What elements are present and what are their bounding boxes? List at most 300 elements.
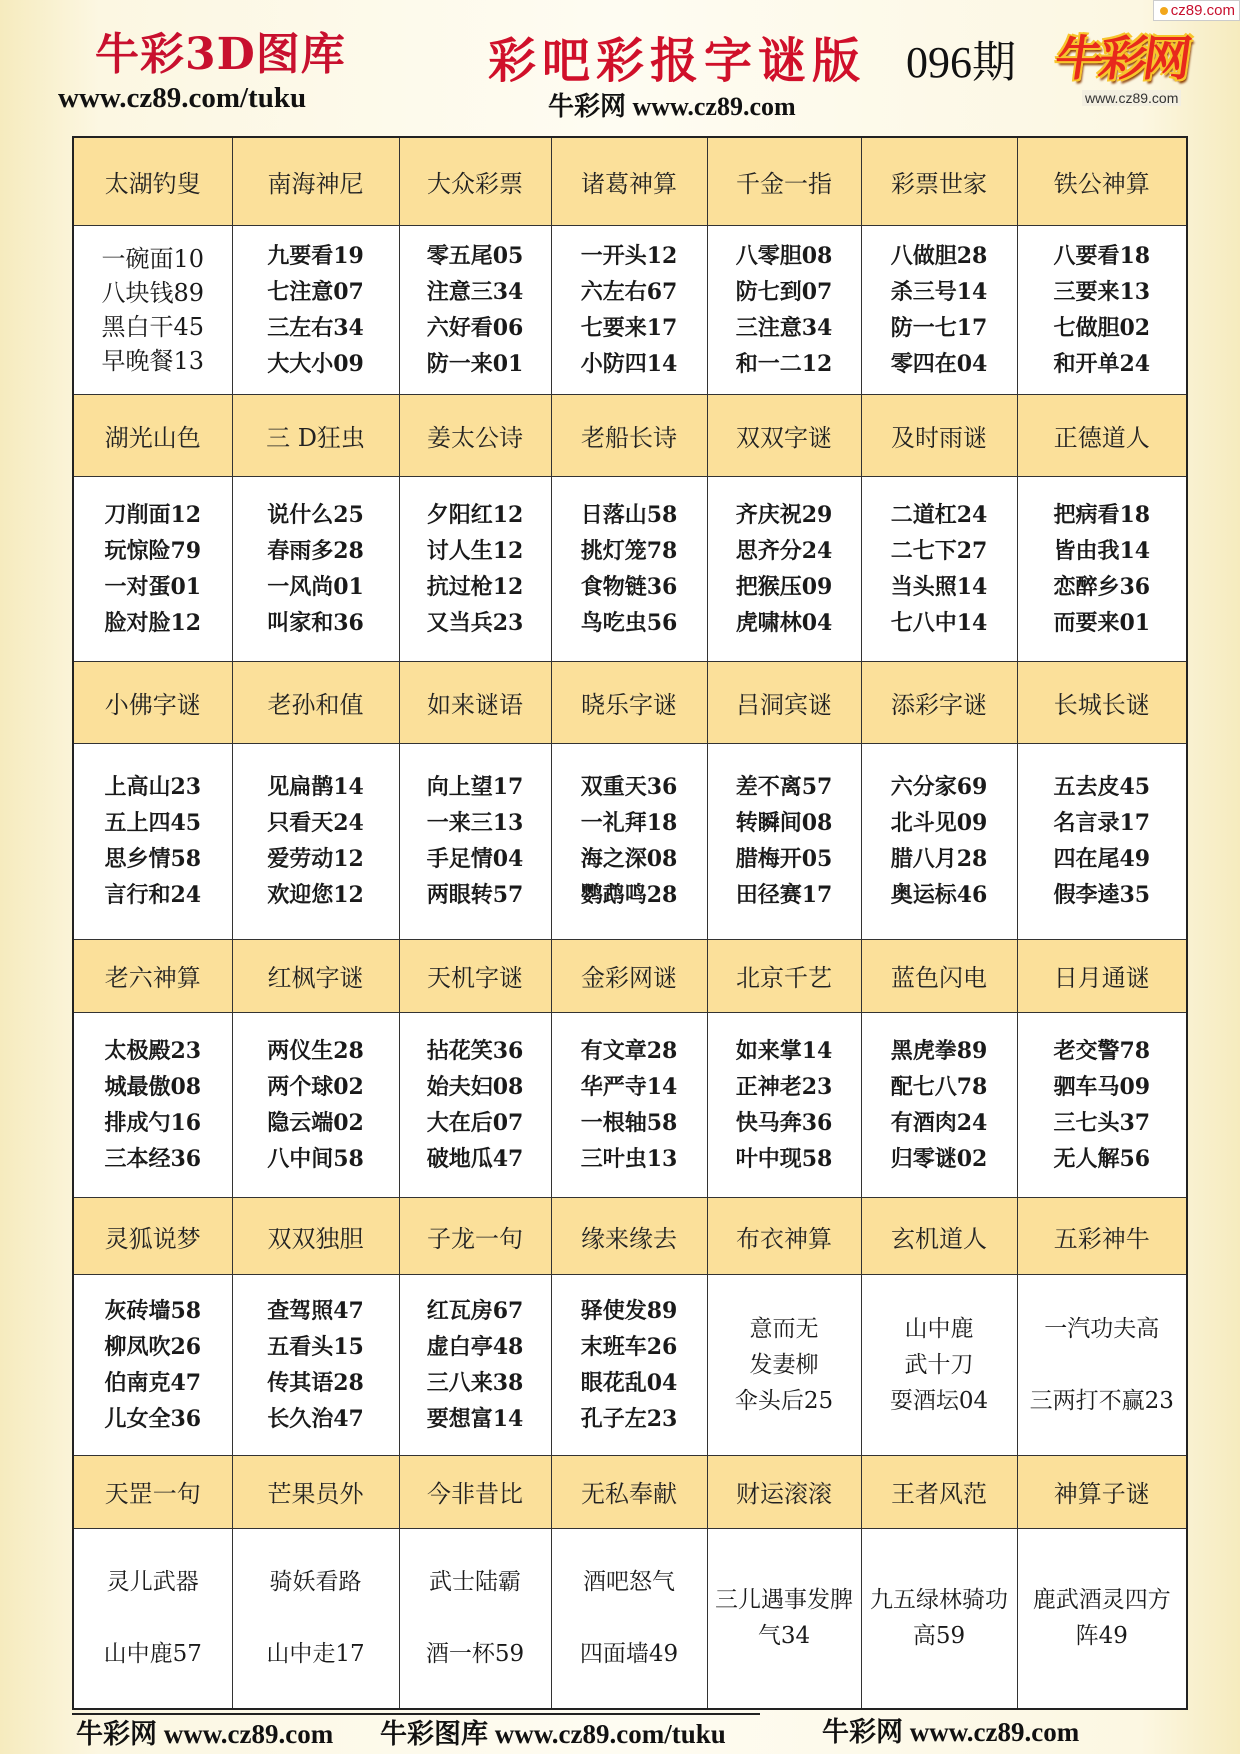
column-header: 大众彩票 [399,137,551,225]
cell-line: 齐庆祝29 [735,502,833,529]
cell-line: 山中走17 [266,1641,365,1668]
column-header: 子龙一句 [399,1197,551,1274]
cell-content [552,238,707,382]
cell-line: 山中鹿 [904,1315,974,1342]
site-logo[interactable] [1042,20,1202,112]
footer-link-right[interactable]: 牛彩网 www.cz89.com [822,1717,1080,1747]
cell-line: 零四在04 [890,351,988,378]
cell-line: 双重天36 [580,774,678,801]
cell-line: 又当兵23 [426,610,524,637]
cell-content [708,769,861,913]
cell-content [708,1033,861,1177]
cell-content [552,1033,707,1177]
cell-line: 排成勺16 [104,1109,202,1136]
cell-line: 刀削面12 [104,502,202,529]
cell-line: 早晚餐13 [101,347,205,376]
cell-line: 伯南克47 [104,1369,202,1396]
cell-line: 儿女全36 [104,1405,202,1432]
column-header: 诸葛神算 [551,137,707,225]
cell-line: 有酒肉24 [890,1109,988,1136]
cell-line: 假李逵35 [1053,882,1151,909]
cell-line: 八做胆28 [890,243,988,270]
site-url[interactable]: 牛彩网 www.cz89.com [548,92,796,121]
riddle-cell [399,477,551,662]
column-header: 如来谜语 [399,662,551,744]
riddle-cell [551,225,707,395]
riddle-cell [1017,477,1187,662]
column-header: 彩票世家 [861,137,1017,225]
riddle-cell [232,1528,399,1709]
cell-line: 鹦鹉鸣28 [580,882,678,909]
cell-line: 把猴压09 [735,574,833,601]
cell-line: 日落山58 [580,502,678,529]
column-header: 天机字谜 [399,939,551,1012]
cell-line: 一根轴58 [580,1109,678,1136]
cell-content [1018,497,1187,641]
riddle-cell [73,1012,232,1197]
column-header: 缘来缘去 [551,1197,707,1274]
column-header: 北京千艺 [707,939,861,1012]
riddle-cell [1017,225,1187,395]
cell-line: 名言录17 [1053,810,1151,837]
cell-line: 酒一杯59 [425,1641,525,1668]
cell-line: 气34 [757,1623,811,1650]
cell-line: 奥运标46 [890,882,988,909]
cell-line: 城最傲08 [104,1073,202,1100]
cell-content [862,1033,1017,1177]
riddle-cell [399,1528,551,1709]
cell-line: 查驾照47 [267,1297,364,1324]
cell-line: 抗过枪12 [426,574,524,601]
header-row [73,662,1187,744]
page-title: 彩吧彩报字谜版 [488,33,867,89]
cell-content [552,1564,707,1672]
cell-line: 五去皮45 [1053,774,1151,801]
cell-line: 三本经36 [104,1145,202,1172]
cell-line: 快马奔36 [735,1109,833,1136]
column-header: 及时雨谜 [861,395,1017,477]
column-header: 铁公神算 [1017,137,1187,225]
column-header: 王者风范 [861,1455,1017,1528]
cell-content [233,769,399,913]
cell-line: 三左右34 [267,315,364,342]
cell-line: 三儿遇事发脾 [715,1587,853,1614]
cell-line: 两个球02 [267,1073,364,1100]
column-header: 今非昔比 [399,1455,551,1528]
cell-content [233,1033,399,1177]
cell-line: 和开单24 [1053,351,1151,378]
cell-line: 三注意34 [735,315,833,342]
cell-line: 耍酒坛04 [889,1387,989,1414]
cell-line: 七要来17 [580,315,678,342]
column-header: 双双独胆 [232,1197,399,1274]
riddle-cell [1017,743,1187,939]
cell-content [1018,1033,1187,1177]
cell-line: 七做胆02 [1053,315,1151,342]
cell-line: 食物链36 [580,574,678,601]
cell-line: 二七下27 [890,538,988,565]
table-row [73,225,1187,395]
cell-line: 阵49 [1075,1623,1128,1650]
column-header: 神算子谜 [1017,1455,1187,1528]
riddle-cell [861,1012,1017,1197]
cell-line: 玩惊险79 [104,538,202,565]
cell-line: 夕阳红12 [426,502,524,529]
cell-content [862,497,1017,641]
cell-line: 思乡情58 [104,846,202,873]
cell-line: 虚白亭48 [426,1333,524,1360]
cell-line: 酒吧怒气 [583,1569,675,1596]
cell-line: 正神老23 [735,1073,833,1100]
riddle-cell [232,225,399,395]
cell-line: 八要看18 [1053,243,1151,270]
riddle-cell [551,477,707,662]
logo-url: www.cz89.com [1082,90,1181,106]
footer-link-left[interactable]: 牛彩网 www.cz89.com [76,1719,334,1749]
column-header: 老六神算 [73,939,232,1012]
corner-badge[interactable] [1153,0,1240,21]
column-header: 布衣神算 [707,1197,861,1274]
riddle-cell [707,1012,861,1197]
cell-line: 言行和24 [104,882,202,909]
riddle-cell [399,225,551,395]
cell-line: 六左右67 [580,279,678,306]
cell-content [400,1564,551,1672]
cell-line: 发妻柳 [749,1351,819,1378]
header-row [73,939,1187,1012]
riddle-cell [1017,1012,1187,1197]
cell-line: 防一来01 [426,351,524,378]
table-row [73,1012,1187,1197]
column-header: 小佛字谜 [73,662,232,744]
riddle-cell [861,225,1017,395]
column-header: 姜太公诗 [399,395,551,477]
riddle-cell [861,1275,1017,1456]
cell-line: 两眼转57 [426,882,524,909]
cell-line: 叶中现58 [735,1145,833,1172]
cell-line: 骑妖看路 [269,1569,362,1596]
cell-line: 虎啸林04 [735,610,833,637]
column-header: 蓝色闪电 [861,939,1017,1012]
cell-line: 注意三34 [426,279,524,306]
column-header: 老船长诗 [551,395,707,477]
line-gap [1018,1347,1187,1383]
table-row [73,1528,1187,1709]
cell-line: 北斗见09 [890,810,988,837]
cell-content [708,238,861,382]
line-gap [400,1600,551,1636]
column-header: 红枫字谜 [232,939,399,1012]
cell-line: 长久治47 [267,1405,364,1432]
cell-content [552,1293,707,1437]
cell-line: 黑虎拳89 [890,1037,988,1064]
riddle-cell [399,1012,551,1197]
riddle-cell [861,1528,1017,1709]
cell-line: 思齐分24 [735,538,833,565]
cell-content [400,769,551,913]
cell-content [1018,238,1187,382]
cell-content [74,1293,232,1437]
cell-content [1018,1311,1187,1419]
cell-line: 眼花乱04 [580,1369,678,1396]
header-row [73,395,1187,477]
cell-line: 驿使发89 [580,1297,678,1324]
cell-line: 六分家69 [890,774,988,801]
column-header: 晓乐字谜 [551,662,707,744]
cell-line: 脸对脸12 [104,610,202,637]
riddle-cell [73,1528,232,1709]
cell-line: 鸟吃虫56 [580,610,678,637]
riddle-cell [232,1275,399,1456]
header-row [73,1455,1187,1528]
cell-line: 杀三号14 [890,279,988,306]
column-header: 金彩网谜 [551,939,707,1012]
riddle-cell [399,1275,551,1456]
riddle-cell [861,743,1017,939]
cell-content [708,1311,861,1419]
cell-line: 九五绿林骑功 [870,1587,1008,1614]
cell-content [400,238,551,382]
cell-content [74,1564,232,1672]
cell-line: 三八来38 [426,1369,524,1396]
column-header: 老孙和值 [232,662,399,744]
cell-line: 三七头37 [1053,1109,1151,1136]
cell-line: 挑灯笼78 [580,538,678,565]
issue-number: 096期 [906,38,1016,87]
footer-link-middle[interactable]: 牛彩图库 www.cz89.com/tuku [380,1719,726,1749]
cell-line: 高59 [912,1623,966,1650]
column-header: 灵狐说梦 [73,1197,232,1274]
cell-line: 向上望17 [426,774,524,801]
header-row [73,137,1187,225]
riddle-cell [861,477,1017,662]
cell-line: 灵儿武器 [106,1569,199,1596]
riddle-cell [232,1012,399,1197]
cell-line: 一碗面10 [101,245,205,274]
column-header: 添彩字谜 [861,662,1017,744]
cell-content [862,238,1017,382]
cell-line: 讨人生12 [426,538,524,565]
riddle-cell [73,477,232,662]
cell-line: 和一二12 [735,351,833,378]
column-header: 天罡一句 [73,1455,232,1528]
cell-content [74,1033,232,1177]
line-gap [552,1600,707,1636]
cell-content [708,1582,861,1654]
cell-line: 无人解56 [1053,1145,1151,1172]
riddle-cell [399,743,551,939]
column-header: 正德道人 [1017,395,1187,477]
cell-line: 而要来01 [1053,610,1151,637]
column-header: 日月通谜 [1017,939,1187,1012]
cell-line: 防七到07 [735,279,833,306]
riddle-cell [73,225,232,395]
cell-line: 皆由我14 [1053,538,1151,565]
cell-content [1018,1582,1187,1654]
cell-line: 上高山23 [104,774,202,801]
cell-line: 武士陆霸 [429,1569,521,1596]
cell-line: 三叶虫13 [580,1145,678,1172]
cell-line: 红瓦房67 [426,1297,524,1324]
cell-content [552,769,707,913]
cell-line: 恋醉乡36 [1053,574,1151,601]
cell-line: 始夫妇08 [426,1073,524,1100]
cell-line: 灰砖墙58 [104,1297,202,1324]
riddle-cell [232,477,399,662]
column-header: 太湖钓叟 [73,137,232,225]
column-header: 南海神尼 [232,137,399,225]
cell-line: 春雨多28 [267,538,364,565]
column-header: 芒果员外 [232,1455,399,1528]
cell-line: 欢迎您12 [267,882,364,909]
cell-content [233,238,399,382]
riddle-cell [73,1275,232,1456]
cell-line: 三要来13 [1053,279,1151,306]
cell-line: 五上四45 [104,810,202,837]
cell-line: 老交警78 [1053,1037,1151,1064]
riddle-cell [551,1275,707,1456]
cell-line: 腊八月28 [890,846,988,873]
cell-line: 华严寺14 [580,1073,678,1100]
cell-line: 把病看18 [1053,502,1151,529]
cell-line: 八中间58 [267,1145,364,1172]
column-header: 湖光山色 [73,395,232,477]
cell-content [708,497,861,641]
riddle-cell [707,743,861,939]
cell-line: 一礼拜18 [580,810,678,837]
cell-line: 八块钱89 [101,279,205,308]
cell-line: 田径赛17 [735,882,833,909]
column-header: 长城长谜 [1017,662,1187,744]
badge-dot-icon [1160,7,1168,15]
riddle-cell [707,1528,861,1709]
cell-content [233,497,399,641]
column-header: 五彩神牛 [1017,1197,1187,1274]
column-header: 无私奉献 [551,1455,707,1528]
cell-line: 武十刀 [904,1351,974,1378]
brand-title: 牛彩3D图库 [95,29,346,80]
riddle-grid [72,136,1188,1710]
cell-line: 差不离57 [735,774,833,801]
cell-line: 太极殿23 [104,1037,202,1064]
cell-line: 只看天24 [267,810,364,837]
cell-content [400,497,551,641]
cell-line: 七注意07 [267,279,364,306]
cell-line: 大大小09 [267,351,364,378]
line-gap [74,1600,232,1636]
riddle-cell [551,1012,707,1197]
table-row [73,477,1187,662]
cell-content [400,1033,551,1177]
cell-line: 三两打不赢23 [1029,1387,1174,1414]
riddle-cell [707,1275,861,1456]
column-header: 玄机道人 [861,1197,1017,1274]
cell-line: 末班车26 [580,1333,678,1360]
cell-line: 当头照14 [890,574,988,601]
cell-line: 有文章28 [580,1037,678,1064]
cell-line: 如来掌14 [735,1037,833,1064]
riddle-cell [551,743,707,939]
column-header: 三 D狂虫 [232,395,399,477]
cell-line: 黑白干45 [101,313,205,342]
cell-line: 转瞬间08 [735,810,833,837]
cell-line: 破地瓜47 [426,1145,524,1172]
cell-content [74,497,232,641]
cell-line: 手足情04 [426,846,524,873]
table-row [73,743,1187,939]
cell-line: 叫家和36 [267,610,364,637]
cell-line: 山中鹿57 [103,1641,202,1668]
table-row [73,1275,1187,1456]
cell-line: 鹿武酒灵四方 [1032,1587,1171,1614]
riddle-cell [73,743,232,939]
riddle-cell [707,477,861,662]
cell-content [862,1311,1017,1419]
cell-line: 一开头12 [580,243,678,270]
cell-line: 大在后07 [426,1109,524,1136]
cell-content [400,1293,551,1437]
cell-content [74,242,232,378]
riddle-cell [1017,1275,1187,1456]
cell-line: 五看头15 [267,1333,364,1360]
cell-line: 见扁鹊14 [267,774,364,801]
brand-url[interactable]: www.cz89.com/tuku [58,82,307,114]
cell-content [74,769,232,913]
cell-line: 二道杠24 [890,502,988,529]
cell-content [862,769,1017,913]
cell-content [862,1582,1017,1654]
column-header: 双双字谜 [707,395,861,477]
cell-line: 拈花笑36 [426,1037,524,1064]
riddle-cell [1017,1528,1187,1709]
cell-line: 意而无 [749,1315,819,1342]
column-header: 财运滚滚 [707,1455,861,1528]
logo-text: 牛彩网 [1051,31,1192,87]
cell-line: 伞头后25 [734,1387,834,1414]
cell-line: 一汽功夫高 [1044,1315,1160,1342]
cell-line: 八零胆08 [735,243,833,270]
cell-line: 腊梅开05 [735,846,833,873]
cell-line: 零五尾05 [426,243,524,270]
line-gap [233,1600,399,1636]
cell-content [552,497,707,641]
cell-line: 归零谜02 [890,1145,988,1172]
cell-line: 传其语28 [267,1369,364,1396]
cell-line: 两仪生28 [267,1037,364,1064]
cell-line: 驷车马09 [1053,1073,1151,1100]
riddle-cell [551,1528,707,1709]
cell-line: 防一七17 [890,315,988,342]
cell-content [233,1564,399,1672]
header-row [73,1197,1187,1274]
cell-line: 小防四14 [580,351,678,378]
cell-line: 柳凤吹26 [104,1333,202,1360]
cell-content [1018,769,1187,913]
cell-line: 孔子左23 [580,1405,678,1432]
cell-line: 七八中14 [890,610,988,637]
cell-line: 爱劳动12 [267,846,364,873]
cell-line: 配七八78 [890,1073,988,1100]
column-header: 吕洞宾谜 [707,662,861,744]
cell-line: 一来三13 [426,810,524,837]
riddle-cell [232,743,399,939]
cell-line: 九要看19 [267,243,364,270]
cell-line: 一对蛋01 [104,574,202,601]
cell-content [233,1293,399,1437]
cell-line: 六好看06 [426,315,524,342]
cell-line: 说什么25 [267,502,364,529]
riddle-cell [707,225,861,395]
